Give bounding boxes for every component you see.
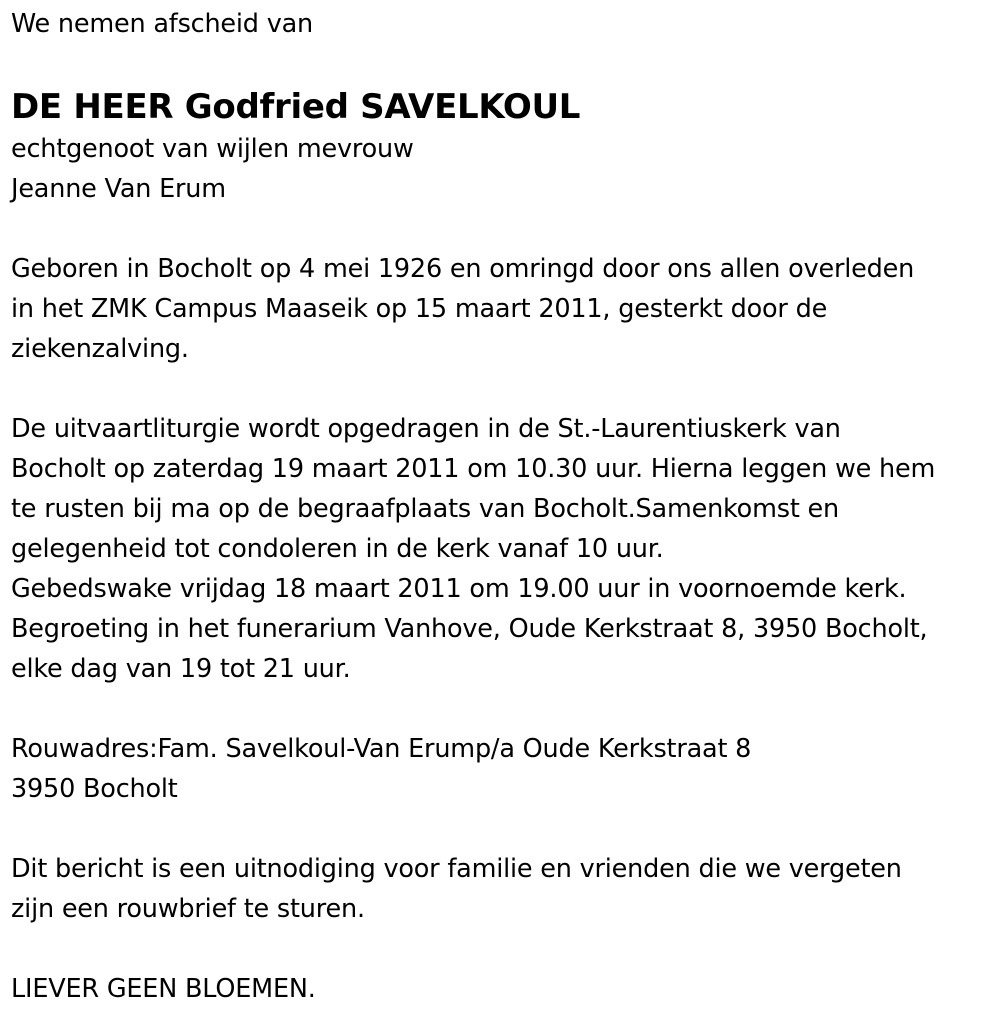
paragraph-line: in het ZMK Campus Maaseik op 15 maart 2011, gesterkt door de (11, 294, 828, 324)
paragraph-line: Geboren in Bocholt op 4 mei 1926 en omringd door ons allen overleden (11, 254, 915, 284)
spouse-line: echtgenoot van wijlen mevrouw (11, 134, 414, 164)
mourning-address (11, 729, 996, 809)
address-line: Rouwadres:Fam. Savelkoul-Van Erump/a Oude Kerkstraat 8 (11, 734, 752, 764)
paragraph-line: Bocholt op zaterdag 19 maart 2011 om 10.30 uur. Hierna leggen we hem (11, 454, 936, 484)
paragraph-line: Dit bericht is een uitnodiging voor familie en vrienden die we vergeten (11, 854, 902, 884)
paragraph-line: gelegenheid tot condoleren in de kerk vanaf 10 uur. (11, 534, 664, 564)
birth-death-paragraph (11, 249, 996, 369)
intro-text: We nemen afscheid van (11, 9, 313, 39)
paragraph-line: Gebedswake vrijdag 18 maart 2011 om 19.00 uur in voornoemde kerk. (11, 574, 907, 604)
paragraph-line: te rusten bij ma op de begraafplaats van Bocholt.Samenkomst en (11, 494, 839, 524)
paragraph-line: Begroeting in het funerarium Vanhove, Oude Kerkstraat 8, 3950 Bocholt, (11, 614, 928, 644)
deceased-name: DE HEER Godfried SAVELKOUL (11, 87, 581, 127)
invitation-paragraph (11, 849, 996, 929)
spouse-block (11, 129, 996, 209)
paragraph-line: De uitvaartliturgie wordt opgedragen in de St.-Laurentiuskerk van (11, 414, 841, 444)
obituary-notice (11, 0, 996, 1009)
address-line: 3950 Bocholt (11, 774, 178, 804)
closing-note: LIEVER GEEN BLOEMEN. (11, 974, 316, 1004)
spouse-line: Jeanne Van Erum (11, 174, 226, 204)
paragraph-line: elke dag van 19 tot 21 uur. (11, 654, 351, 684)
paragraph-line: ziekenzalving. (11, 334, 189, 364)
paragraph-line: zijn een rouwbrief te sturen. (11, 894, 365, 924)
funeral-paragraph (11, 409, 996, 689)
